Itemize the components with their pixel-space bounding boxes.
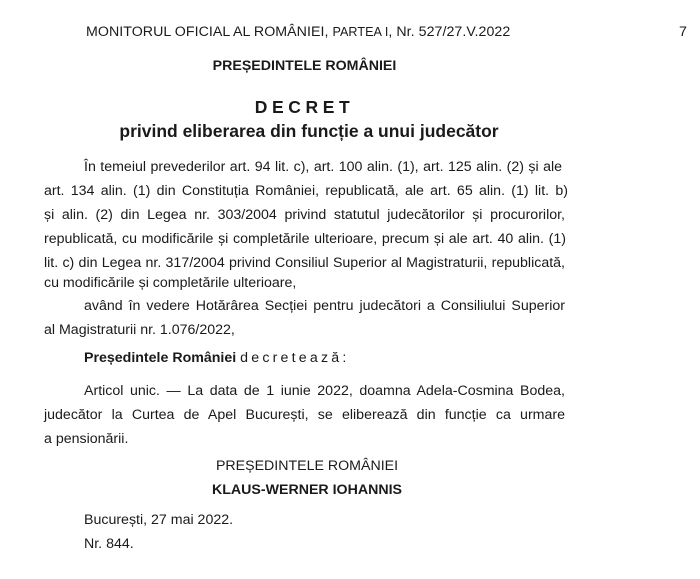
preamble-line: lit. c) din Legea nr. 317/2004 privind Consiliul Superior al Magistraturii, republicată, xyxy=(44,255,565,271)
decree-subtitle: privind eliberarea din funcție a unui judecător xyxy=(119,121,499,141)
gazette-issue: , Nr. 527/27.V.2022 xyxy=(388,24,511,40)
place-date: București, 27 mai 2022. xyxy=(84,512,234,528)
article-line: Articol unic. — La data de 1 iunie 2022, doamna Adela-Cosmina Bodea, xyxy=(84,383,565,399)
decrees-clause xyxy=(84,350,349,366)
preamble-line: și alin. (2) din Legea nr. 303/2004 privind statutul judecătorilor și procurorilor, xyxy=(44,207,565,223)
article-line: judecător la Curtea de Apel București, se eliberează din funcție ca urmare xyxy=(44,407,565,423)
preamble-line: republicată, cu modificările și completările ulterioare, precum și ale art. 40 alin. (1) xyxy=(44,231,566,247)
preamble-line: cu modificările și completările ulterioare, xyxy=(44,275,297,291)
article-line: a pensionării. xyxy=(44,431,129,447)
preamble-line: art. 134 alin. (1) din Constituția României, republicată, ale art. 65 alin. (1) lit. b) xyxy=(44,183,568,199)
issuer-heading: PREȘEDINTELE ROMÂNIEI xyxy=(212,58,397,74)
running-header xyxy=(86,24,510,40)
considering-line: al Magistraturii nr. 1.076/2022, xyxy=(44,322,235,338)
gazette-name: MONITORUL OFICIAL AL ROMÂNIEI, xyxy=(86,24,333,40)
signature-title: PREȘEDINTELE ROMÂNIEI xyxy=(215,458,399,474)
decree-title: DECRET xyxy=(254,97,355,117)
signature-name: KLAUS-WERNER IOHANNIS xyxy=(212,482,402,498)
considering-line: având în vedere Hotărârea Secției pentru judecători a Consiliului Superior xyxy=(84,298,565,314)
decrees-clause-label: Președintele României xyxy=(84,350,237,366)
preamble-line: În temeiul prevederilor art. 94 lit. c), art. 100 alin. (1), art. 125 alin. (2) și ale xyxy=(84,159,562,175)
decrees-clause-verb: decretează: xyxy=(240,350,350,366)
decree-number: Nr. 844. xyxy=(84,536,134,552)
page-number: 7 xyxy=(679,24,687,40)
gazette-part: PARTEA I xyxy=(332,25,389,39)
